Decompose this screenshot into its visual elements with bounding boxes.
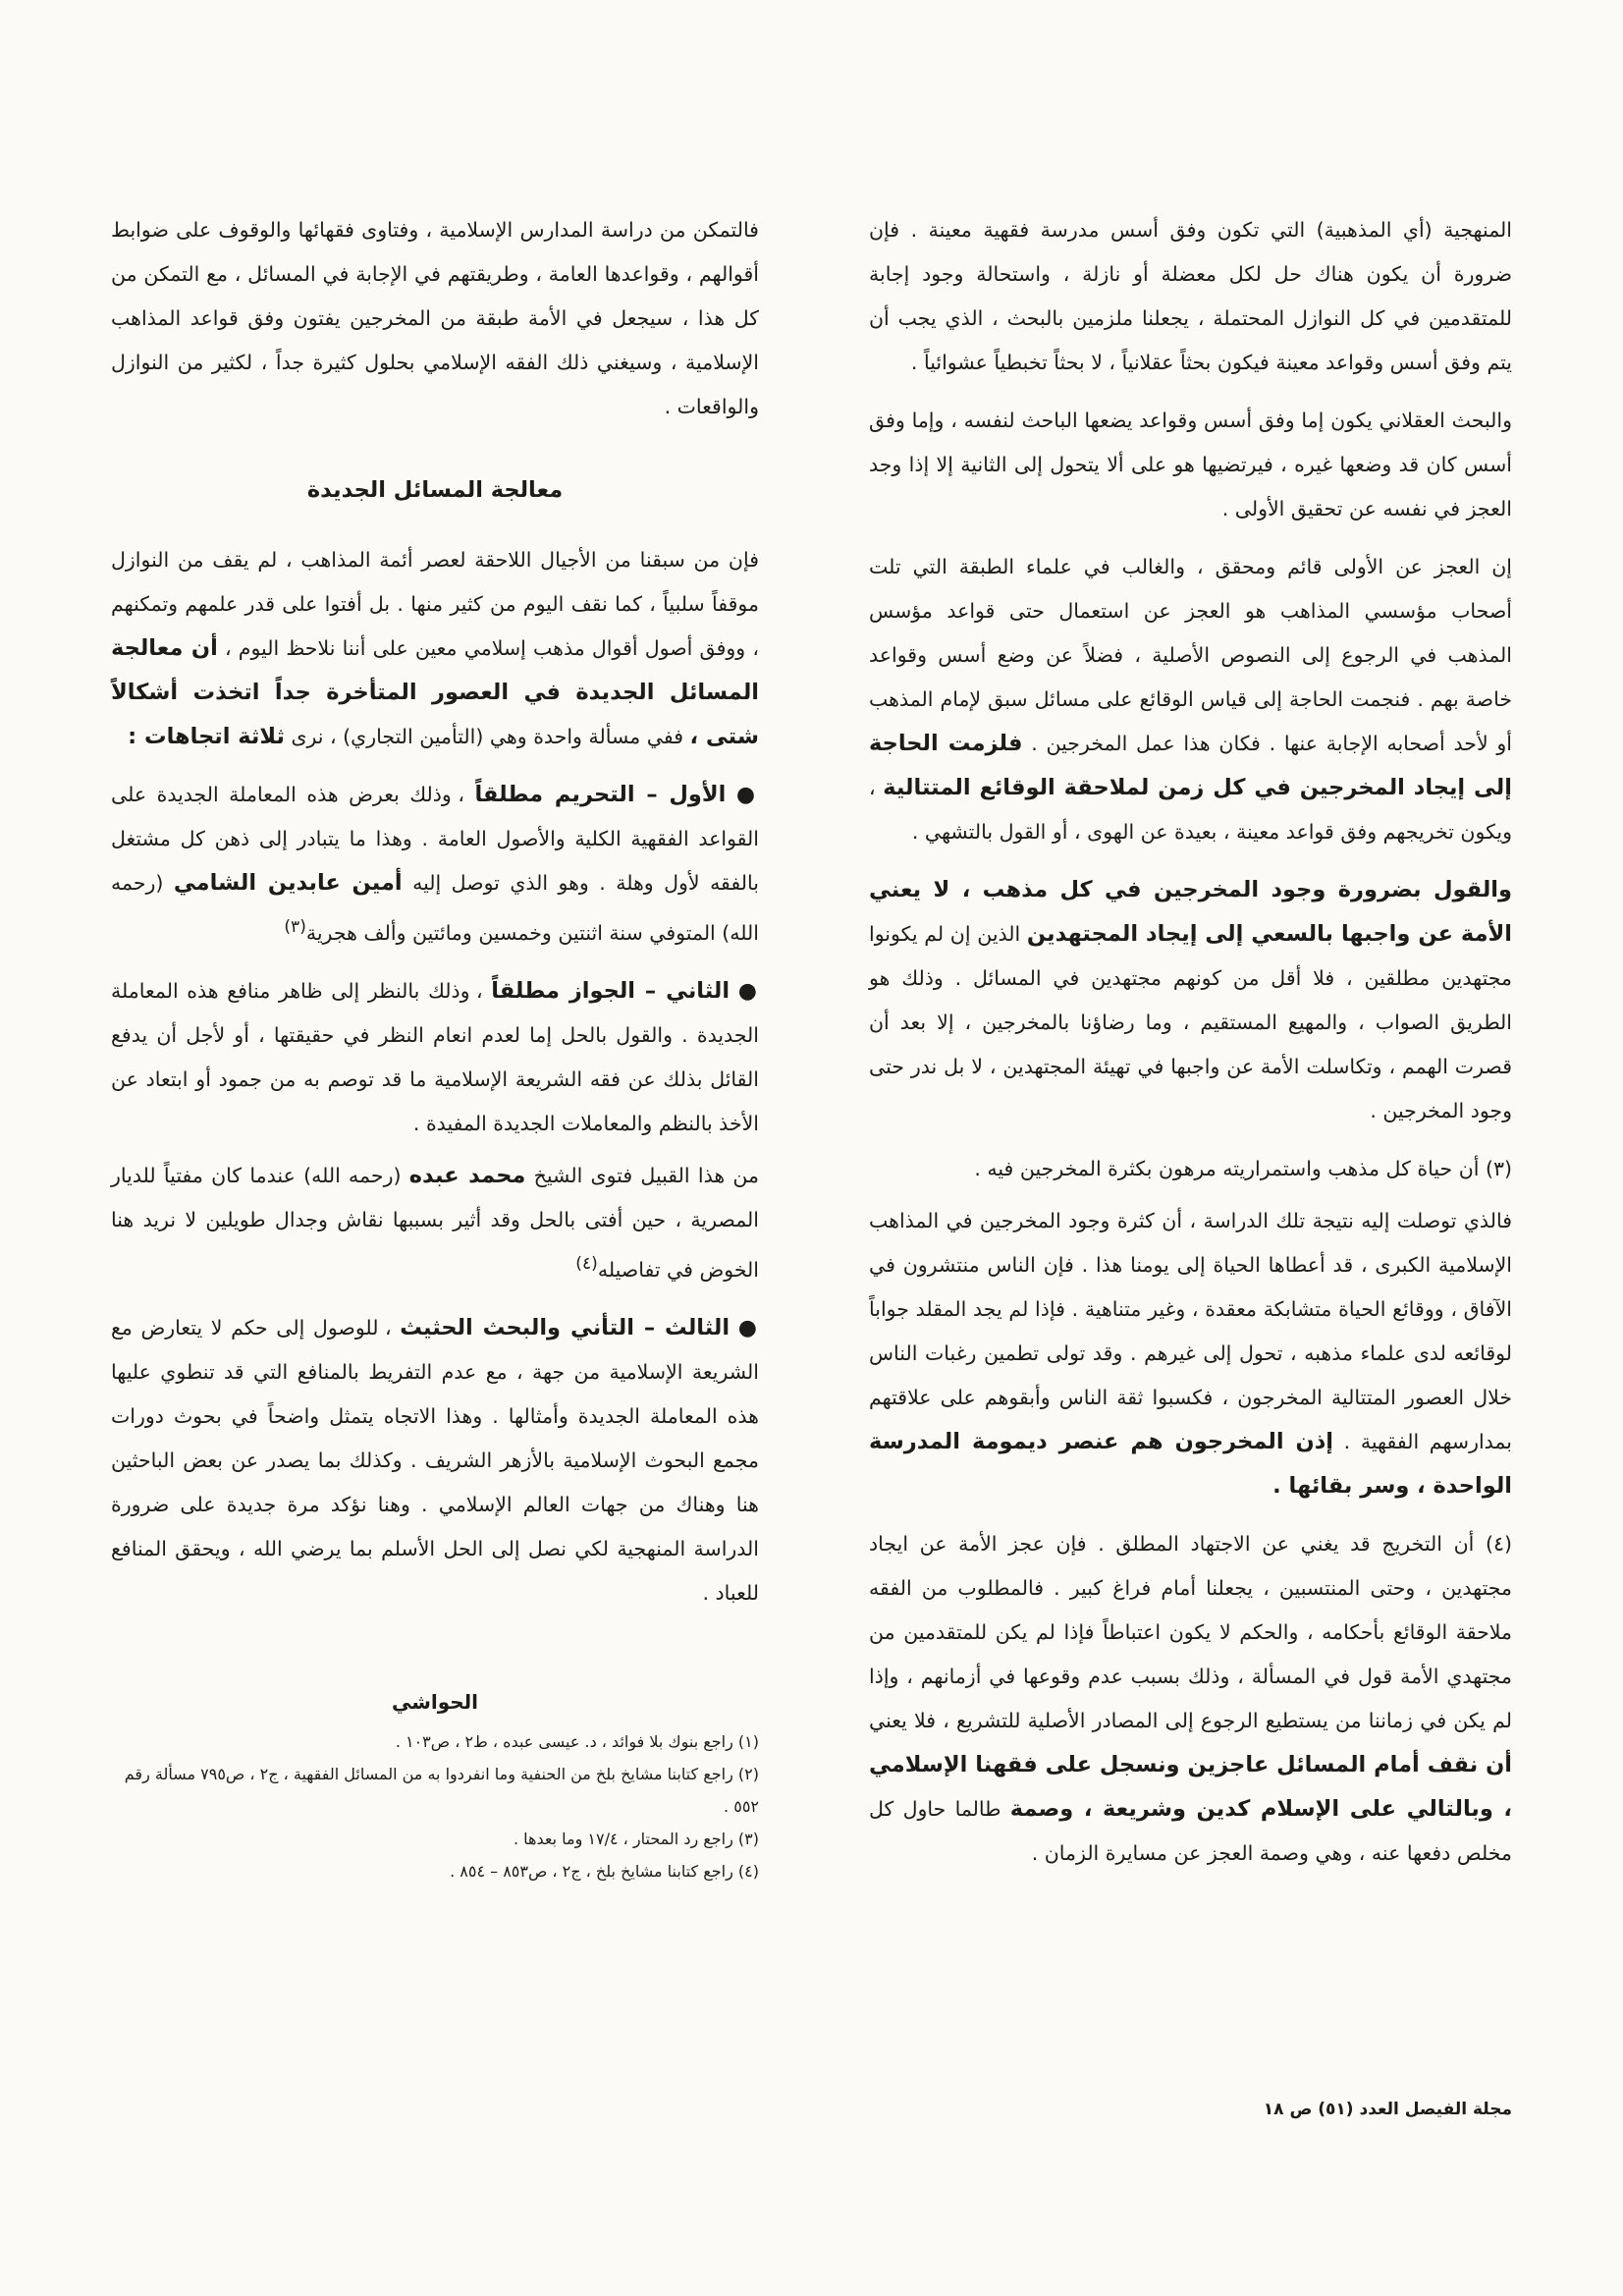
footnote-item: (٤) راجع كتابنا مشايخ بلخ ، ج٢ ، ص٨٥٣ – ٨٥٤ .	[450, 1861, 759, 1881]
trend-item-1: ● الأول – التحريم مطلقاً ، وذلك بعرض هذه المعاملة الجديدة على القواعد الفقهية الكلية والأصول العامة . وهذا ما يتبادر إلى ذهن كل مشتغل بالفقه لأول وهلة . وهو الذي توصل إليه أمين عابدين الشامي (رحمه الله) المتوفي سنة اثنتين وخمسين ومائتين وألف هجرية$^{(٣)}$	[111, 782, 759, 945]
bold-statement: فلزمت الحاجة إلى إيجاد المخرجين في كل زمن لملاحقة الوقائع المتتالية	[869, 731, 1512, 800]
trend-item-3: ● الثالث – التأني والبحث الحثيث ، للوصول إلى حكم لا يتعارض مع الشريعة الإسلامية من جهة ، مع عدم التفريط بالمنافع التي قد تنطوي عليها هذه المعاملة الجديدة وأمثالها . وهذا الاتجاه يتمثل واضحاً في بحوث دورات مجمع البحوث الإسلامية بالأزهر الشريف . وكذلك بما يصدر عن بعض الباحثين هنا وهناك من جهات العالم الإسلامي . وهنا نؤكد مرة جديدة على ضرورة الدراسة المنهجية لكي نصل إلى الحل الأسلم بما يرضي الله ، ويحقق المنافع للعباد .	[111, 1314, 759, 1605]
paragraph: فالتمكن من دراسة المدارس الإسلامية ، وفتاوى فقهائها والوقوف على ضوابط أقوالهم ، وقواعدها العامة ، وطريقتهم في الإجابة في المسائل ، مع التمكن من كل هذا ، سيجعل في الأمة طبقة من المخرجين يفتون وفق قواعد المذاهب الإسلامية ، وسيغني ذلك الفقه الإسلامي بحلول كثيرة جداً ، لكثير من النوازل والواقعات .	[111, 218, 759, 418]
footnote-item: (٢) راجع كتابنا مشايخ بلخ من الحنفية وما انفردوا به من المسائل الفقهية ، ج٢ ، ص٧٩٥ مسألة رقم ٥٥٢ .	[124, 1764, 759, 1816]
paragraph: والبحث العقلاني يكون إما وفق أسس وقواعد يضعها الباحث لنفسه ، وإما وفق أسس كان قد وضعها غيره ، فيرتضيها هو على ألا يتحول إلى الثانية إلا إذا وجد العجز في نفسه عن تحقيق الأولى .	[869, 409, 1512, 520]
page-footer: مجلة الفيصل العدد (٥١) ص ١٨	[1263, 2100, 1512, 2119]
footnote-ref: (٣)	[284, 917, 306, 937]
right-column	[869, 208, 1512, 1889]
numbered-point: (٤) أن التخريج قد يغني عن الاجتهاد المطلق . فإن عجز الأمة عن ايجاد مجتهدين ، وحتى المنتسبين ، يجعلنا أمام فراغ كبير . فالمطلوب من الفقه ملاحقة الوقائع بأحكامه ، والحكم لا يكون اعتباطاً فإذا لم يكن للمتقدمين من مجتهدي الأمة قول في المسألة ، وذلك بسبب عدم وقوعها في أزمانهم ، وإذا لم يكن في زماننا من يستطيع الرجوع إلى المصادر الأصلية للتشريع ، فلا يعني أن نقف أمام المسائل عاجزين ونسجل على فقهنا الإسلامي ، وبالتالي على الإسلام كدين وشريعة ، وصمة طالما حاول كل مخلص دفعها عنه ، وهي وصمة العجز عن مسايرة الزمان .	[869, 1532, 1512, 1865]
trend-item-2: ● الثاني – الجواز مطلقاً ، وذلك بالنظر إلى ظاهر منافع هذه المعاملة الجديدة . والقول بالحل إما لعدم انعام النظر في حقيقتها ، أو لأجل أن يدفع القائل بذلك عن فقه الشريعة الإسلامية ما قد توصم به من جمود أو ابتعاد عن الأخذ بالنظم والمعاملات الجديدة المفيدة .	[111, 977, 759, 1135]
paragraph: من هذا القبيل فتوى الشيخ محمد عبده (رحمه الله) عندما كان مفتياً للديار المصرية ، حين أفتى بالحل وقد أثير بسببها نقاش وجدال طويلين لا نريد هنا الخوض في تفاصيله$^{(٤)}$	[111, 1162, 759, 1282]
paragraph: المنهجية (أي المذهبية) التي تكون وفق أسس مدرسة فقهية معينة . فإن ضرورة أن يكون هناك حل لكل معضلة أو نازلة ، واستحالة وجود إجابة للمتقدمين في كل النوازل المحتملة ، يجعلنا ملزمين بالبحث ، الذي يجب أن يتم وفق أسس وقواعد معينة فيكون بحثاً عقلانياً ، لا بحثاً تخبطياً عشوائياً .	[869, 218, 1512, 374]
trend-title: الثالث – التأني والبحث الحثيث	[400, 1314, 730, 1340]
bold-statement: والقول بضرورة وجود المخرجين في كل مذهب ، لا يعني الأمة عن واجبها بالسعي إلى إيجاد المجتهدين	[869, 877, 1512, 947]
bold-statement: ثلاثة اتجاهات :	[128, 724, 285, 749]
paragraph: إن العجز عن الأولى قائم ومحقق ، والغالب في علماء الطبقة التي تلت أصحاب مؤسسي المذاهب هو العجز عن استعمال حتى قواعد مؤسس المذهب في الرجوع إلى النصوص الأصلية ، فضلاً عن وضع أسس وقواعد خاصة بهم . فنجمت الحاجة إلى قياس الوقائع على مسائل سبق لإمام المذهب أو لأحد أصحابه الإجابة عنها . فكان هذا عمل المخرجين . فلزمت الحاجة إلى إيجاد المخرجين في كل زمن لملاحقة الوقائع المتتالية ، ويكون تخريجهم وفق قواعد معينة ، بعيدة عن الهوى ، أو القول بالتشهي .	[869, 555, 1512, 844]
bold-statement: أن معالجة المسائل الجديدة في العصور المتأخرة جداً اتخذت أشكالاً شتى ،	[111, 635, 759, 749]
trend-title: الثاني – الجواز مطلقاً	[491, 977, 730, 1004]
paragraph: والقول بضرورة وجود المخرجين في كل مذهب ، لا يعني الأمة عن واجبها بالسعي إلى إيجاد المجتهدين الذين إن لم يكونوا مجتهدين مطلقين ، فلا أقل من كونهم مجتهدين في المسائل . وذلك هو الطريق الصواب ، والمهيع المستقيم ، وما رضاؤنا بالمخرجين ، إلا بعد أن قصرت الهمم ، وتكاسلت الأمة عن واجبها في تهيئة المجتهدين ، لا بل ندر حتى وجود المخرجين .	[869, 877, 1512, 1122]
bullet-icon: ●	[737, 978, 759, 1004]
bullet-icon: ●	[735, 783, 759, 807]
left-column	[111, 208, 759, 1887]
numbered-point: (٣) أن حياة كل مذهب واستمراريته مرهون بكثرة المخرجين فيه .	[974, 1157, 1512, 1180]
person-name: أمين عابدين الشامي	[173, 870, 403, 896]
bullet-icon: ●	[737, 1315, 759, 1340]
footnote-item: (١) راجع بنوك بلا فوائد ، د. عيسى عبده ، ط٢ ، ص١٠٣ .	[395, 1731, 759, 1751]
paragraph: فالذي توصلت إليه نتيجة تلك الدراسة ، أن كثرة وجود المخرجين في المذاهب الإسلامية الكبرى ، قد أعطاها الحياة إلى يومنا هذا . فإن الناس منتشرون في الآفاق ، ووقائع الحياة متشابكة معقدة ، وغير متناهية . فإذا لم يجد المقلد جواباً لوقائعه لدى علماء مذهبه ، تحول إلى غيرهم . وقد تولى تطمين رغبات الناس خلال العصور المتتالية المخرجون ، فكسبوا ثقة الناس وأبقوهم على علاقتهم بمدارسهم الفقهية . إذن المخرجون هم عنصر ديمومة المدرسة الواحدة ، وسر بقائها .	[869, 1209, 1512, 1499]
paragraph: فإن من سبقنا من الأجيال اللاحقة لعصر أئمة المذاهب ، لم يقف من النوازل موقفاً سلبياً ، كما نقف اليوم من كثير منها . بل أفتوا على قدر علمهم وتمكنهم ، ووفق أصول أقوال مذهب إسلامي معين على أننا نلاحظ اليوم ، أن معالجة المسائل الجديدة في العصور المتأخرة جداً اتخذت أشكالاً شتى ، ففي مسألة واحدة وهي (التأمين التجاري) ، نرى ثلاثة اتجاهات :	[111, 548, 759, 749]
section-heading: معالجة المسائل الجديدة	[306, 477, 564, 503]
footnotes-list	[111, 1725, 759, 1887]
trend-title: الأول – التحريم مطلقاً	[474, 782, 727, 807]
person-name: محمد عبده	[408, 1162, 526, 1188]
bold-statement: أن نقف أمام المسائل عاجزين ونسجل على فقهنا الإسلامي ، وبالتالي على الإسلام كدين وشريعة ، وصمة	[869, 1752, 1512, 1822]
bold-statement: إذن المخرجون هم عنصر ديمومة المدرسة الواحدة ، وسر بقائها .	[869, 1429, 1512, 1499]
footnote-ref: (٤)	[575, 1253, 598, 1274]
footnote-item: (٣) راجع رد المحتار ، ١٧/٤ وما بعدها .	[513, 1829, 759, 1848]
footnotes-title: الحواشي	[391, 1689, 479, 1714]
